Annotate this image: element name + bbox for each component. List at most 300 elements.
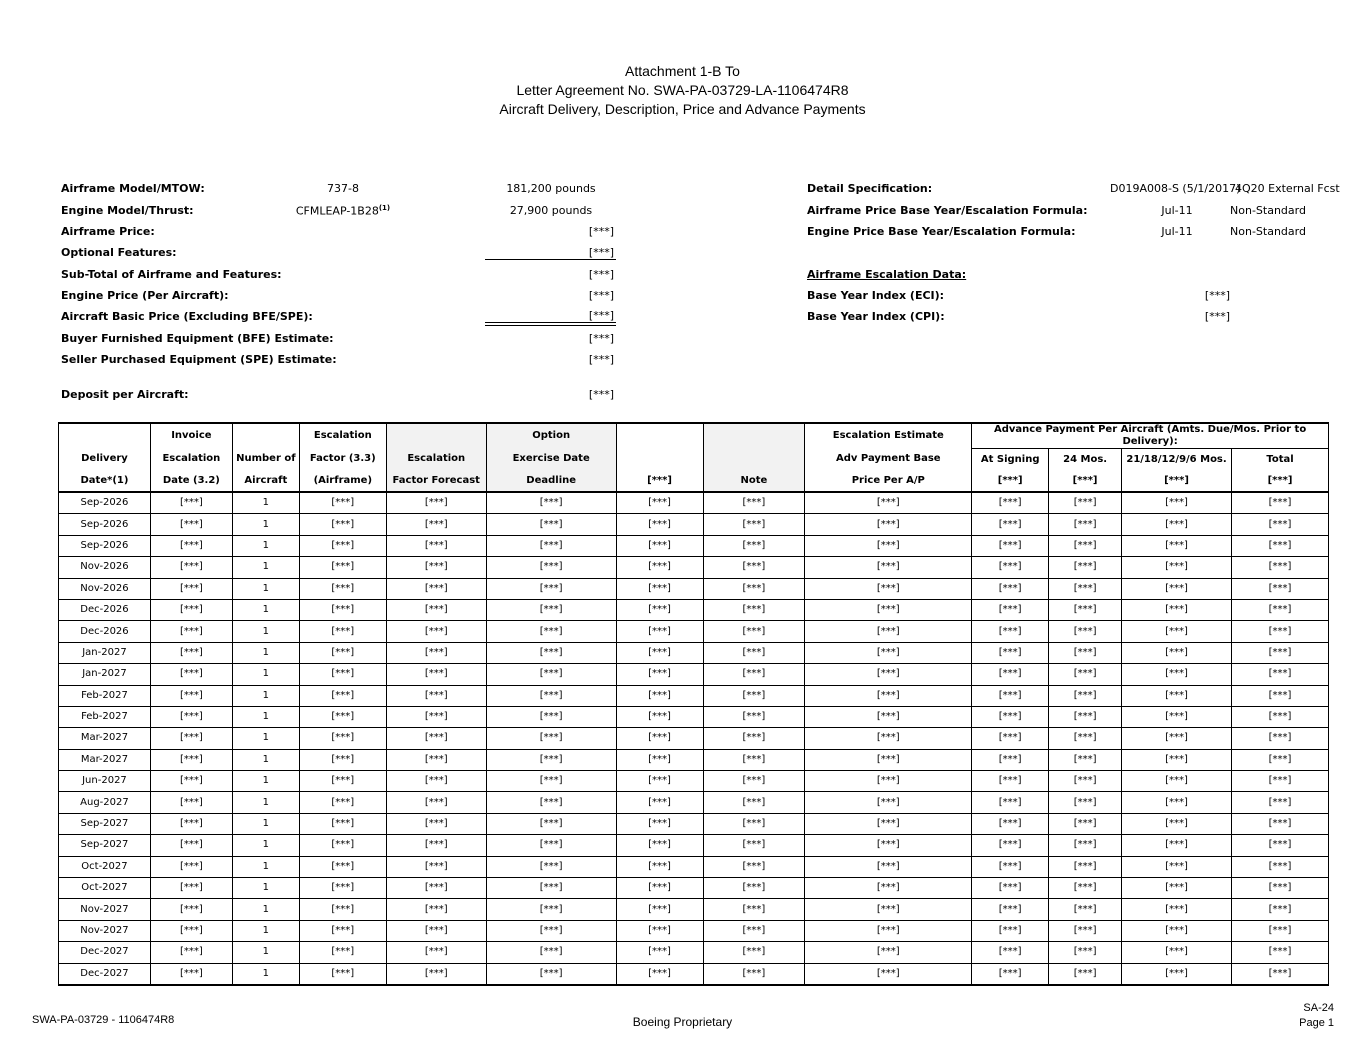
- table-cell: [***]: [1122, 771, 1232, 792]
- table-cell: [***]: [703, 899, 805, 920]
- table-cell: [***]: [486, 685, 616, 706]
- table-cell: [***]: [1232, 792, 1329, 813]
- table-cell: [***]: [1049, 835, 1122, 856]
- table-cell: [***]: [386, 514, 486, 535]
- table-row: [59, 578, 1329, 599]
- table-cell: [***]: [805, 664, 972, 685]
- table-cell: [***]: [972, 792, 1049, 813]
- table-cell: [***]: [486, 835, 616, 856]
- table-cell: [***]: [972, 771, 1049, 792]
- table-cell: [***]: [486, 642, 616, 663]
- table-cell: [***]: [299, 963, 386, 985]
- table-cell: [***]: [1049, 813, 1122, 834]
- table-cell: 1: [232, 920, 299, 941]
- table-cell: [***]: [616, 728, 703, 749]
- table-cell: Oct-2027: [59, 878, 151, 899]
- table-cell: [***]: [486, 856, 616, 877]
- table-cell: [***]: [299, 942, 386, 963]
- table-cell: Feb-2027: [59, 706, 151, 727]
- table-cell: [***]: [150, 835, 232, 856]
- airframe-formula-value: Non-Standard: [1230, 204, 1306, 217]
- table-header-row-1: [59, 423, 1329, 449]
- table-row: [59, 728, 1329, 749]
- table-cell: 1: [232, 878, 299, 899]
- table-cell: [***]: [386, 535, 486, 556]
- table-cell: [***]: [1049, 621, 1122, 642]
- table-cell: [***]: [1232, 771, 1329, 792]
- table-cell: [***]: [299, 813, 386, 834]
- table-cell: [***]: [150, 749, 232, 770]
- table-cell: [***]: [150, 535, 232, 556]
- table-cell: [***]: [972, 878, 1049, 899]
- table-cell: [***]: [150, 920, 232, 941]
- table-cell: [***]: [805, 514, 972, 535]
- table-cell: [***]: [1122, 792, 1232, 813]
- table-cell: [***]: [703, 514, 805, 535]
- airframe-model-label: Airframe Model/MTOW:: [61, 182, 205, 195]
- table-cell: [***]: [1232, 706, 1329, 727]
- deposit-value: [***]: [588, 388, 614, 401]
- table-cell: [***]: [703, 685, 805, 706]
- table-cell: [***]: [150, 599, 232, 620]
- table-row: [59, 920, 1329, 941]
- table-cell: [***]: [805, 942, 972, 963]
- header-cell: [59, 423, 151, 449]
- escalation-data-heading: Airframe Escalation Data:: [807, 268, 967, 281]
- table-cell: 1: [232, 557, 299, 578]
- table-cell: [***]: [1049, 728, 1122, 749]
- table-cell: [***]: [486, 920, 616, 941]
- table-cell: [***]: [299, 621, 386, 642]
- table-cell: [***]: [703, 942, 805, 963]
- optional-features-label: Optional Features:: [61, 246, 177, 259]
- table-cell: [***]: [386, 792, 486, 813]
- table-cell: [***]: [1049, 749, 1122, 770]
- table-cell: [***]: [1049, 706, 1122, 727]
- table-cell: [***]: [1122, 942, 1232, 963]
- table-cell: [***]: [1049, 920, 1122, 941]
- table-cell: [***]: [1232, 492, 1329, 514]
- table-cell: Sep-2027: [59, 835, 151, 856]
- eci-label: Base Year Index (ECI):: [807, 289, 945, 302]
- table-cell: [***]: [616, 813, 703, 834]
- table-cell: [***]: [703, 706, 805, 727]
- table-cell: [***]: [703, 878, 805, 899]
- table-cell: Mar-2027: [59, 728, 151, 749]
- table-cell: [***]: [1049, 557, 1122, 578]
- table-cell: [***]: [150, 856, 232, 877]
- table-cell: [***]: [1122, 642, 1232, 663]
- table-cell: [***]: [386, 771, 486, 792]
- table-cell: [***]: [486, 578, 616, 599]
- table-cell: [***]: [703, 963, 805, 985]
- table-cell: [***]: [486, 557, 616, 578]
- table-cell: [***]: [299, 771, 386, 792]
- table-row: [59, 856, 1329, 877]
- table-cell: [***]: [1049, 792, 1122, 813]
- table-cell: [***]: [972, 535, 1049, 556]
- table-cell: [***]: [972, 599, 1049, 620]
- table-row: [59, 835, 1329, 856]
- table-cell: [***]: [616, 706, 703, 727]
- subtotal-rule: [485, 259, 616, 260]
- table-cell: [***]: [972, 942, 1049, 963]
- engine-base-year-value: Jul-11: [1161, 225, 1193, 238]
- header-cell: Escalation: [299, 423, 386, 449]
- table-cell: [***]: [486, 706, 616, 727]
- table-cell: [***]: [972, 856, 1049, 877]
- table-row: [59, 878, 1329, 899]
- table-cell: [***]: [486, 621, 616, 642]
- table-cell: 1: [232, 706, 299, 727]
- table-cell: [***]: [703, 535, 805, 556]
- table-cell: [***]: [1232, 920, 1329, 941]
- header-cell: Total: [1232, 449, 1329, 471]
- spe-value: [***]: [588, 353, 614, 366]
- table-cell: [***]: [805, 920, 972, 941]
- table-cell: [***]: [1232, 578, 1329, 599]
- airframe-base-year-value: Jul-11: [1161, 204, 1193, 217]
- table-cell: [***]: [299, 728, 386, 749]
- table-cell: [***]: [486, 535, 616, 556]
- table-cell: [***]: [1049, 942, 1122, 963]
- table-cell: [***]: [1049, 492, 1122, 514]
- header-cell: Escalation: [386, 449, 486, 471]
- table-cell: Dec-2026: [59, 599, 151, 620]
- table-cell: Jan-2027: [59, 642, 151, 663]
- table-cell: [***]: [1122, 749, 1232, 770]
- table-cell: [***]: [616, 535, 703, 556]
- table-cell: [***]: [150, 942, 232, 963]
- table-cell: [***]: [386, 557, 486, 578]
- footer-proprietary: Boeing Proprietary: [632, 1015, 733, 1029]
- table-cell: [***]: [1122, 706, 1232, 727]
- table-cell: [***]: [972, 685, 1049, 706]
- table-cell: [***]: [150, 514, 232, 535]
- engine-base-year-label: Engine Price Base Year/Escalation Formula:: [807, 225, 1076, 238]
- table-cell: [***]: [150, 492, 232, 514]
- forecast-value: 4Q20 External Fcst: [1235, 182, 1340, 195]
- table-cell: [***]: [616, 514, 703, 535]
- table-row: [59, 685, 1329, 706]
- table-cell: [***]: [972, 813, 1049, 834]
- table-cell: [***]: [1122, 599, 1232, 620]
- table-cell: [***]: [616, 963, 703, 985]
- header-cell: (Airframe): [299, 470, 386, 492]
- table-cell: [***]: [299, 899, 386, 920]
- table-cell: [***]: [486, 963, 616, 985]
- document-title-line-3: Aircraft Delivery, Description, Price and Advance Payments: [499, 101, 866, 117]
- header-cell: Date (3.2): [150, 470, 232, 492]
- airframe-price-label: Airframe Price:: [61, 225, 155, 238]
- table-cell: Nov-2027: [59, 920, 151, 941]
- table-cell: [***]: [1122, 963, 1232, 985]
- table-cell: [***]: [805, 771, 972, 792]
- table-cell: [***]: [805, 492, 972, 514]
- table-cell: [***]: [1049, 599, 1122, 620]
- header-cell: Escalation Estimate: [805, 423, 972, 449]
- table-cell: [***]: [1122, 685, 1232, 706]
- header-cell: Deadline: [486, 470, 616, 492]
- table-row: [59, 792, 1329, 813]
- table-cell: [***]: [386, 664, 486, 685]
- table-cell: [***]: [1049, 535, 1122, 556]
- table-cell: [***]: [703, 599, 805, 620]
- detail-spec-value: D019A008-S (5/1/2017): [1110, 182, 1241, 195]
- table-cell: [***]: [386, 492, 486, 514]
- engine-price-label: Engine Price (Per Aircraft):: [61, 289, 229, 302]
- table-cell: 1: [232, 899, 299, 920]
- table-cell: [***]: [386, 749, 486, 770]
- table-cell: [***]: [972, 578, 1049, 599]
- table-cell: [***]: [386, 835, 486, 856]
- table-cell: [***]: [972, 642, 1049, 663]
- table-cell: [***]: [1049, 856, 1122, 877]
- table-cell: [***]: [486, 813, 616, 834]
- table-row: [59, 535, 1329, 556]
- table-cell: [***]: [150, 813, 232, 834]
- table-cell: [***]: [972, 492, 1049, 514]
- table-cell: [***]: [486, 749, 616, 770]
- table-cell: [***]: [1049, 514, 1122, 535]
- table-cell: [***]: [1232, 728, 1329, 749]
- table-cell: [***]: [486, 792, 616, 813]
- table-cell: [***]: [616, 664, 703, 685]
- table-cell: [***]: [972, 963, 1049, 985]
- cpi-value: [***]: [1204, 310, 1230, 323]
- table-cell: [***]: [1049, 578, 1122, 599]
- footer-sa-number: SA-24: [1303, 1002, 1334, 1014]
- table-cell: Sep-2026: [59, 492, 151, 514]
- table-cell: 1: [232, 813, 299, 834]
- table-cell: [***]: [1122, 856, 1232, 877]
- table-cell: [***]: [150, 878, 232, 899]
- table-cell: Feb-2027: [59, 685, 151, 706]
- table-cell: [***]: [703, 856, 805, 877]
- table-cell: [***]: [299, 557, 386, 578]
- table-cell: [***]: [1049, 771, 1122, 792]
- table-cell: [***]: [703, 664, 805, 685]
- table-cell: [***]: [972, 664, 1049, 685]
- table-cell: [***]: [1049, 642, 1122, 663]
- engine-formula-value: Non-Standard: [1230, 225, 1306, 238]
- table-cell: [***]: [299, 535, 386, 556]
- table-cell: [***]: [386, 642, 486, 663]
- table-cell: [***]: [703, 557, 805, 578]
- airframe-base-year-label: Airframe Price Base Year/Escalation Formula:: [807, 204, 1088, 217]
- table-cell: [***]: [486, 728, 616, 749]
- table-cell: 1: [232, 514, 299, 535]
- table-cell: [***]: [299, 578, 386, 599]
- table-cell: Dec-2026: [59, 621, 151, 642]
- table-cell: [***]: [972, 706, 1049, 727]
- cpi-label: Base Year Index (CPI):: [807, 310, 945, 323]
- bfe-label: Buyer Furnished Equipment (BFE) Estimate:: [61, 332, 334, 345]
- table-cell: [***]: [486, 664, 616, 685]
- table-cell: [***]: [1232, 599, 1329, 620]
- engine-model-value: [290, 204, 396, 218]
- engine-footnote-marker: (1): [378, 204, 391, 212]
- table-cell: [***]: [1049, 685, 1122, 706]
- table-cell: [***]: [1232, 514, 1329, 535]
- table-cell: [***]: [299, 642, 386, 663]
- table-cell: [***]: [486, 492, 616, 514]
- airframe-price-value: [***]: [588, 225, 614, 238]
- table-cell: 1: [232, 856, 299, 877]
- subtotal-value: [***]: [588, 268, 614, 281]
- table-cell: 1: [232, 685, 299, 706]
- table-cell: [***]: [486, 771, 616, 792]
- table-row: [59, 492, 1329, 514]
- table-cell: 1: [232, 835, 299, 856]
- eci-value: [***]: [1204, 289, 1230, 302]
- table-cell: 1: [232, 535, 299, 556]
- table-cell: Oct-2027: [59, 856, 151, 877]
- table-cell: [***]: [299, 514, 386, 535]
- table-row: [59, 599, 1329, 620]
- table-cell: [***]: [386, 813, 486, 834]
- table-row: [59, 963, 1329, 985]
- table-cell: [***]: [805, 599, 972, 620]
- table-cell: [***]: [616, 856, 703, 877]
- header-cell: Invoice: [150, 423, 232, 449]
- table-cell: [***]: [703, 492, 805, 514]
- detail-spec-label: Detail Specification:: [807, 182, 933, 195]
- table-cell: [***]: [299, 599, 386, 620]
- table-cell: [***]: [616, 920, 703, 941]
- table-cell: [***]: [805, 749, 972, 770]
- table-cell: Dec-2027: [59, 963, 151, 985]
- table-cell: [***]: [150, 685, 232, 706]
- table-cell: [***]: [1232, 535, 1329, 556]
- table-cell: [***]: [299, 492, 386, 514]
- header-cell: [232, 423, 299, 449]
- header-cell: [703, 449, 805, 471]
- deposit-label: Deposit per Aircraft:: [61, 388, 189, 401]
- table-cell: 1: [232, 664, 299, 685]
- table-cell: [***]: [1049, 664, 1122, 685]
- table-row: [59, 514, 1329, 535]
- header-cell: Option: [486, 423, 616, 449]
- table-cell: [***]: [805, 642, 972, 663]
- engine-price-value: [***]: [588, 289, 614, 302]
- table-cell: Mar-2027: [59, 749, 151, 770]
- header-cell: [616, 423, 703, 449]
- table-cell: [***]: [805, 557, 972, 578]
- table-cell: [***]: [805, 621, 972, 642]
- footer-document-id: SWA-PA-03729 - 1106474R8: [32, 1014, 175, 1026]
- table-cell: [***]: [1122, 813, 1232, 834]
- table-cell: [***]: [805, 728, 972, 749]
- table-cell: [***]: [150, 728, 232, 749]
- header-cell: Factor Forecast: [386, 470, 486, 492]
- table-cell: [***]: [150, 792, 232, 813]
- table-cell: [***]: [616, 599, 703, 620]
- optional-features-value: [***]: [588, 246, 614, 259]
- table-cell: 1: [232, 578, 299, 599]
- table-cell: [***]: [616, 942, 703, 963]
- mtow-value: 181,200 pounds: [506, 182, 596, 195]
- table-cell: [***]: [805, 792, 972, 813]
- table-cell: [***]: [616, 899, 703, 920]
- table-cell: [***]: [703, 728, 805, 749]
- table-cell: [***]: [805, 963, 972, 985]
- table-cell: [***]: [1122, 578, 1232, 599]
- table-cell: [***]: [486, 599, 616, 620]
- table-cell: [***]: [1232, 621, 1329, 642]
- table-cell: [***]: [1232, 685, 1329, 706]
- header-cell: Escalation: [150, 449, 232, 471]
- table-cell: [***]: [972, 835, 1049, 856]
- table-cell: [***]: [1049, 963, 1122, 985]
- table-cell: [***]: [299, 856, 386, 877]
- table-cell: [***]: [1232, 813, 1329, 834]
- table-row: [59, 706, 1329, 727]
- table-cell: [***]: [616, 642, 703, 663]
- table-cell: [***]: [386, 878, 486, 899]
- table-cell: [***]: [386, 706, 486, 727]
- table-row: [59, 899, 1329, 920]
- header-cell: Note: [703, 470, 805, 492]
- header-cell: [***]: [1049, 470, 1122, 492]
- table-cell: [***]: [703, 621, 805, 642]
- thrust-value: 27,900 pounds: [509, 204, 593, 217]
- header-cell: [616, 449, 703, 471]
- header-cell: [***]: [1232, 470, 1329, 492]
- table-cell: [***]: [1232, 642, 1329, 663]
- table-cell: [***]: [299, 685, 386, 706]
- table-cell: [***]: [1122, 920, 1232, 941]
- table-cell: Nov-2026: [59, 578, 151, 599]
- table-cell: [***]: [386, 685, 486, 706]
- header-cell: At Signing: [972, 449, 1049, 471]
- advance-payment-group-header: Advance Payment Per Aircraft (Amts. Due/Mos. Prior to Delivery):: [972, 423, 1329, 449]
- header-cell: 21/18/12/9/6 Mos.: [1122, 449, 1232, 471]
- table-cell: [***]: [972, 920, 1049, 941]
- table-cell: [***]: [616, 557, 703, 578]
- table-cell: [***]: [299, 835, 386, 856]
- table-cell: [***]: [616, 878, 703, 899]
- table-cell: [***]: [1232, 856, 1329, 877]
- table-cell: [***]: [703, 749, 805, 770]
- table-cell: [***]: [150, 771, 232, 792]
- table-cell: [***]: [1122, 878, 1232, 899]
- table-cell: [***]: [703, 813, 805, 834]
- table-cell: [***]: [972, 899, 1049, 920]
- table-cell: [***]: [703, 920, 805, 941]
- table-cell: [***]: [1232, 557, 1329, 578]
- table-cell: [***]: [150, 578, 232, 599]
- table-cell: 1: [232, 599, 299, 620]
- header-cell: 24 Mos.: [1049, 449, 1122, 471]
- header-cell: Date*(1): [59, 470, 151, 492]
- table-cell: [***]: [1122, 557, 1232, 578]
- table-cell: [***]: [386, 621, 486, 642]
- table-cell: Nov-2027: [59, 899, 151, 920]
- table-cell: [***]: [616, 492, 703, 514]
- delivery-schedule-table: [58, 422, 1329, 986]
- table-cell: 1: [232, 642, 299, 663]
- table-cell: [***]: [386, 728, 486, 749]
- table-cell: Aug-2027: [59, 792, 151, 813]
- table-cell: [***]: [386, 599, 486, 620]
- table-cell: [***]: [1232, 749, 1329, 770]
- table-cell: 1: [232, 492, 299, 514]
- basic-price-double-rule-bottom: [485, 325, 616, 326]
- table-cell: [***]: [1049, 899, 1122, 920]
- table-cell: Dec-2027: [59, 942, 151, 963]
- header-cell: Exercise Date: [486, 449, 616, 471]
